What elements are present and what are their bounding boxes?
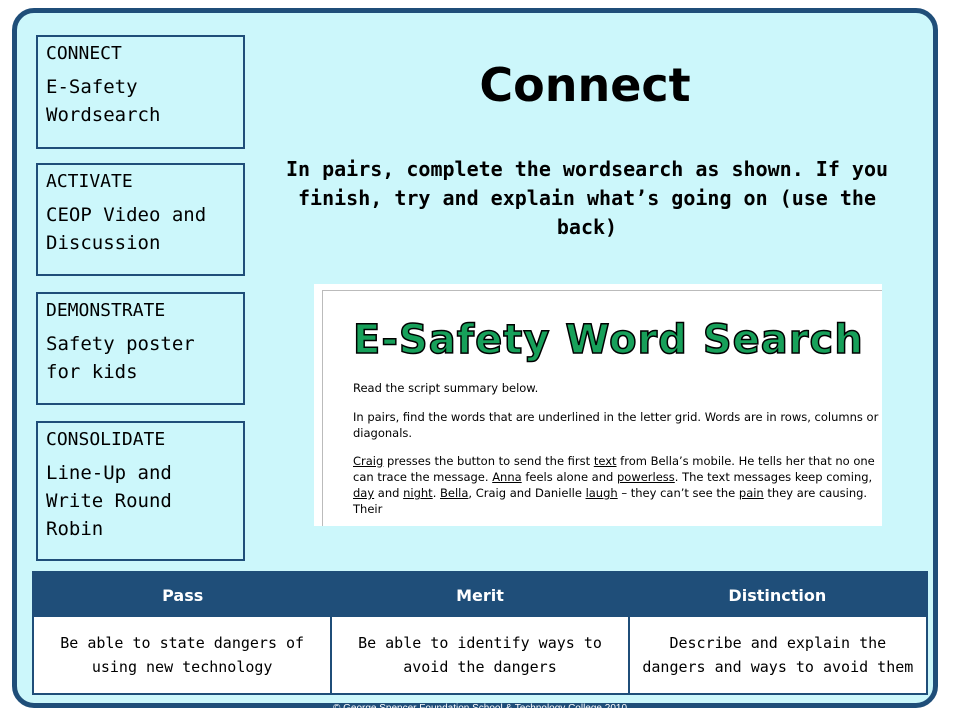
underlined-word: powerless <box>616 470 675 484</box>
header-pass: Pass <box>34 573 331 617</box>
sidebar-box-text: E-Safety Wordsearch <box>46 76 161 126</box>
wordsearch-document-image <box>314 284 882 526</box>
sidebar-box-heading: CONNECT <box>46 43 122 64</box>
wordsearch-title: E-Safety Word Search <box>353 317 864 363</box>
sidebar-box-text: Safety poster for kids <box>46 333 195 383</box>
doc-text: . <box>432 486 441 500</box>
sidebar-box-text: CEOP Video and Discussion <box>46 204 207 254</box>
doc-text: and <box>374 486 404 500</box>
doc-line-summary: Read the script summary below. <box>353 381 539 395</box>
page-title: Connect <box>479 58 691 112</box>
cell-distinction: Describe and explain the dangers and ways to avoid them <box>629 617 926 693</box>
doc-text: they are causing. Their <box>353 486 868 516</box>
doc-line-instructions: In pairs, find the words that are underlined in the letter grid. Words are in rows, columns or diagonals. <box>353 410 879 440</box>
underlined-word: text <box>593 454 617 468</box>
header-merit: Merit <box>331 573 628 617</box>
doc-text: from Bella’s mobile. He tells her that no one can trace the message. <box>353 454 875 484</box>
sidebar-box-consolidate <box>36 421 245 561</box>
cell-pass: Be able to state dangers of using new technology <box>34 617 331 693</box>
doc-text: . The text messages keep coming, <box>674 470 873 484</box>
table-row <box>34 617 926 693</box>
doc-text: – they can’t see the <box>617 486 739 500</box>
underlined-word: Anna <box>492 470 522 484</box>
doc-text: feels alone and <box>521 470 617 484</box>
underlined-word: Bella <box>440 486 469 500</box>
header-distinction: Distinction <box>629 573 926 617</box>
underlined-word: night <box>403 486 433 500</box>
copyright-footer: © George Spencer Foundation School & Technology College 2010 <box>332 703 628 714</box>
underlined-word: pain <box>738 486 764 500</box>
instructions-text: In pairs, complete the wordsearch as shown. If you finish, try and explain what’s going on (use the back) <box>285 157 889 239</box>
sidebar-box-heading: ACTIVATE <box>46 171 133 192</box>
success-criteria-table <box>32 571 928 695</box>
sidebar-box-heading: DEMONSTRATE <box>46 300 166 321</box>
sidebar-box-connect <box>36 35 245 149</box>
sidebar-box-text: Line-Up and Write Round Robin <box>46 462 172 540</box>
table-header-row <box>34 573 926 617</box>
sidebar-box-heading: CONSOLIDATE <box>46 429 166 450</box>
underlined-word: Craig <box>353 454 384 468</box>
doc-script-summary <box>353 453 882 517</box>
underlined-word: laugh <box>585 486 618 500</box>
cell-merit: Be able to identify ways to avoid the dangers <box>331 617 628 693</box>
sidebar-box-activate <box>36 163 245 276</box>
sidebar-box-demonstrate <box>36 292 245 405</box>
doc-text: presses the button to send the first <box>383 454 594 468</box>
doc-text: , Craig and Danielle <box>468 486 586 500</box>
underlined-word: day <box>353 486 375 500</box>
